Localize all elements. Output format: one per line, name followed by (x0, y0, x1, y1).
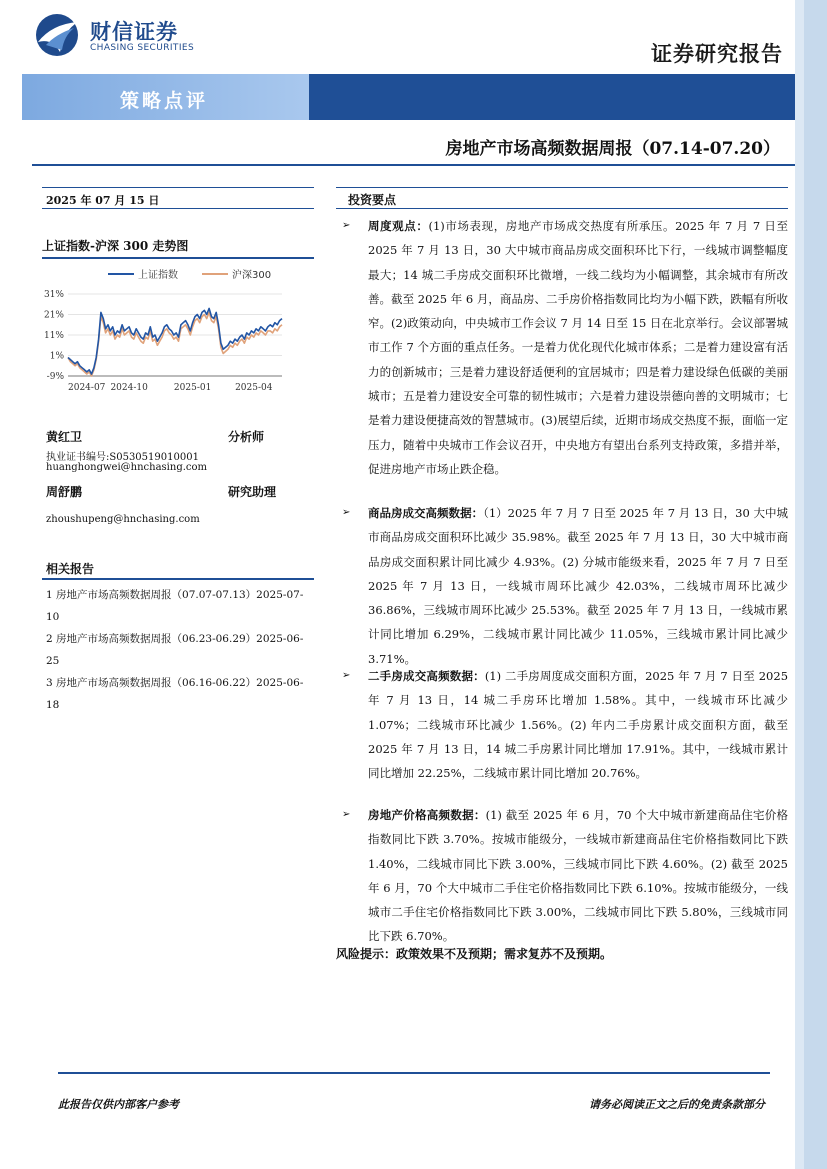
footer-disclaimer-left: 此报告仅供内部客户参考 (58, 1098, 179, 1111)
bullet-head: 商品房成交高频数据： (368, 506, 484, 520)
arrow-bullet-icon: ➢ (342, 507, 351, 518)
analyst-cert-1: 执业证书编号:S0530519010001 (46, 452, 199, 463)
company-logo (34, 12, 194, 58)
y-tick-label: 21% (43, 310, 64, 321)
logo-text-cn: 财信证券 (90, 20, 178, 44)
analyst-email-1[interactable]: huanghongwei@hnchasing.com (46, 462, 208, 473)
series-line-shanghai (68, 308, 282, 374)
invest-title: 投资要点 (348, 193, 397, 207)
analyst-role-1: 分析师 (228, 430, 265, 444)
bullet-second-hand (336, 664, 788, 785)
chart-divider (42, 257, 314, 259)
x-tick-label: 2025-04 (235, 383, 273, 393)
y-tick-label: 1% (49, 351, 64, 362)
related-report-2[interactable]: 2 房地产市场高频数据周报（06.23-06.29）2025-06-25 (46, 633, 304, 667)
related-divider (42, 578, 314, 580)
chart-title: 上证指数-沪深 300 走势图 (42, 239, 189, 253)
x-tick-label: 2024-10 (110, 383, 148, 393)
logo-text-en: CHASING SECURITIES (90, 43, 195, 53)
bullet-head: 房地产价格高频数据： (368, 808, 486, 822)
related-report-1[interactable]: 1 房地产市场高频数据周报（07.07-07.13）2025-07-10 (46, 589, 304, 623)
bullet-price (336, 803, 788, 949)
title-divider (32, 164, 795, 166)
bullet-body: （1）2025 年 7 月 7 日至 2025 年 7 月 13 日，30 大中城市商品房成交面积环比减少 35.98%。截至 2025 年 7 月 13 日，30 大中城市商品房成交面积累计同比减少 4.93%。(2) 分城市能级来看，2025 年 7 月 7 日至 2025 年 7 月 13 日，一线城市周环比减少 42.03%，二线城市周环比减少 36.86%，三线城市周环比减少 25.53%。截至 2025 年 7 月 13 日，一线城市累计同比增加 6.29%，二线城市累计同比减少 11.05%，三线城市累计同比减少 3.71%。 (368, 506, 788, 666)
index-chart-svg (42, 264, 314, 404)
analyst-name-2: 周舒鹏 (46, 485, 83, 499)
report-date: 2025 年 07 月 15 日 (46, 194, 160, 207)
footer-divider (58, 1072, 770, 1074)
related-reports-title: 相关报告 (46, 562, 95, 576)
date-bar (42, 187, 314, 209)
bullet-head: 周度观点： (368, 219, 429, 233)
report-type: 证券研究报告 (651, 41, 783, 66)
analyst-role-2: 研究助理 (228, 485, 277, 499)
x-tick-label: 2025-01 (173, 383, 212, 393)
index-chart (42, 264, 314, 404)
analyst-email-2[interactable]: zhoushupeng@hnchasing.com (46, 514, 200, 525)
logo-mark-icon (34, 12, 82, 58)
legend-label: 沪深300 (232, 270, 272, 281)
invest-bar (336, 187, 788, 209)
x-tick-label: 2024-07 (68, 383, 106, 393)
related-report-3[interactable]: 3 房地产市场高频数据周报（06.16-06.22）2025-06-18 (46, 677, 304, 711)
bullet-body: (1)市场表现，房地产市场成交热度有所承压。2025 年 7 月 7 日至 2025 年 7 月 13 日，30 大中城市商品房成交面积环比下行，一线城市调整幅度最大；14 城二手房成交面积环比微增，一线二线均为小幅调整，其余城市有所改善。截至 2025 年 6 月，商品房、二手房价格指数同比均为小幅下跌，跌幅有所收窄。(2)政策动向，中央城市工作会议 7 月 14 日至 15 日在北京举行。会议部署城市工作 7 个方面的重点任务。一是着力优化现代化城市体系；二是着力建设富有活力的创新城市；三是着力建设舒适便利的宜居城市；四是着力建设绿色低碳的美丽城市；五是着力建设安全可靠的韧性城市；六是着力建设崇德向善的文明城市；七是着力建设便捷高效的智慧城市。(3)展望后续，近期市场成交热度不振，面临一定压力，随着中央城市工作会议召开，中央地方有望出台系列支持政策，多措并举，促进房地产市场止跌企稳。 (368, 219, 789, 476)
banner-right (309, 74, 795, 120)
bullet-body: (1) 截至 2025 年 6 月，70 个大中城市新建商品住宅价格指数同比下跌 3.70%。按城市能级分，一线城市新建商品住宅价格指数同比下跌 1.40%，二线城市同比下跌 3.00%，三线城市同比下跌 4.60%。(2) 截至 2025 年 6 月，70 个大中城市二手住宅价格指数同比下跌 6.10%。按城市能级分，一线城市二手住宅价格指数同比下跌 3.00%，二线城市同比下跌 5.80%，三线城市同比下跌 6.70%。 (368, 808, 788, 944)
arrow-bullet-icon: ➢ (342, 809, 351, 820)
arrow-bullet-icon: ➢ (342, 670, 351, 681)
bullet-weekly-view (336, 214, 788, 481)
page-title: 房地产市场高频数据周报（07.14-07.20） (445, 139, 780, 159)
category-banner (22, 74, 795, 120)
y-tick-label: 31% (43, 290, 64, 300)
category-label: 策略点评 (120, 90, 209, 112)
bullet-body: (1) 二手房周度成交面积方面，2025 年 7 月 7 日至 2025 年 7 月 13 日，14 城二手房环比增加 1.58%。其中，一线城市环比减少 1.07%；二线城市环比减少 1.56%。(2) 年内二手房累计成交面积方面，截至 2025 年 7 月 13 日，14 城二手房累计同比增加 17.91%。其中，一线城市累计同比增加 22.25%，二线城市累计同比增加 20.76%。 (368, 669, 789, 781)
analyst-name-1: 黄红卫 (46, 430, 83, 444)
bullet-head: 二手房成交高频数据： (368, 669, 485, 683)
bullet-new-home (336, 501, 788, 671)
y-tick-label: -9% (46, 372, 64, 382)
footer-disclaimer-right: 请务必阅读正文之后的免责条款部分 (589, 1098, 765, 1111)
related-reports-list (46, 584, 314, 716)
y-tick-label: 11% (43, 331, 64, 341)
right-decor-strip-inner (804, 0, 827, 1169)
legend-label: 上证指数 (138, 270, 178, 281)
arrow-bullet-icon: ➢ (342, 220, 351, 231)
risk-warning: 风险提示：政策效果不及预期；需求复苏不及预期。 (336, 947, 613, 961)
